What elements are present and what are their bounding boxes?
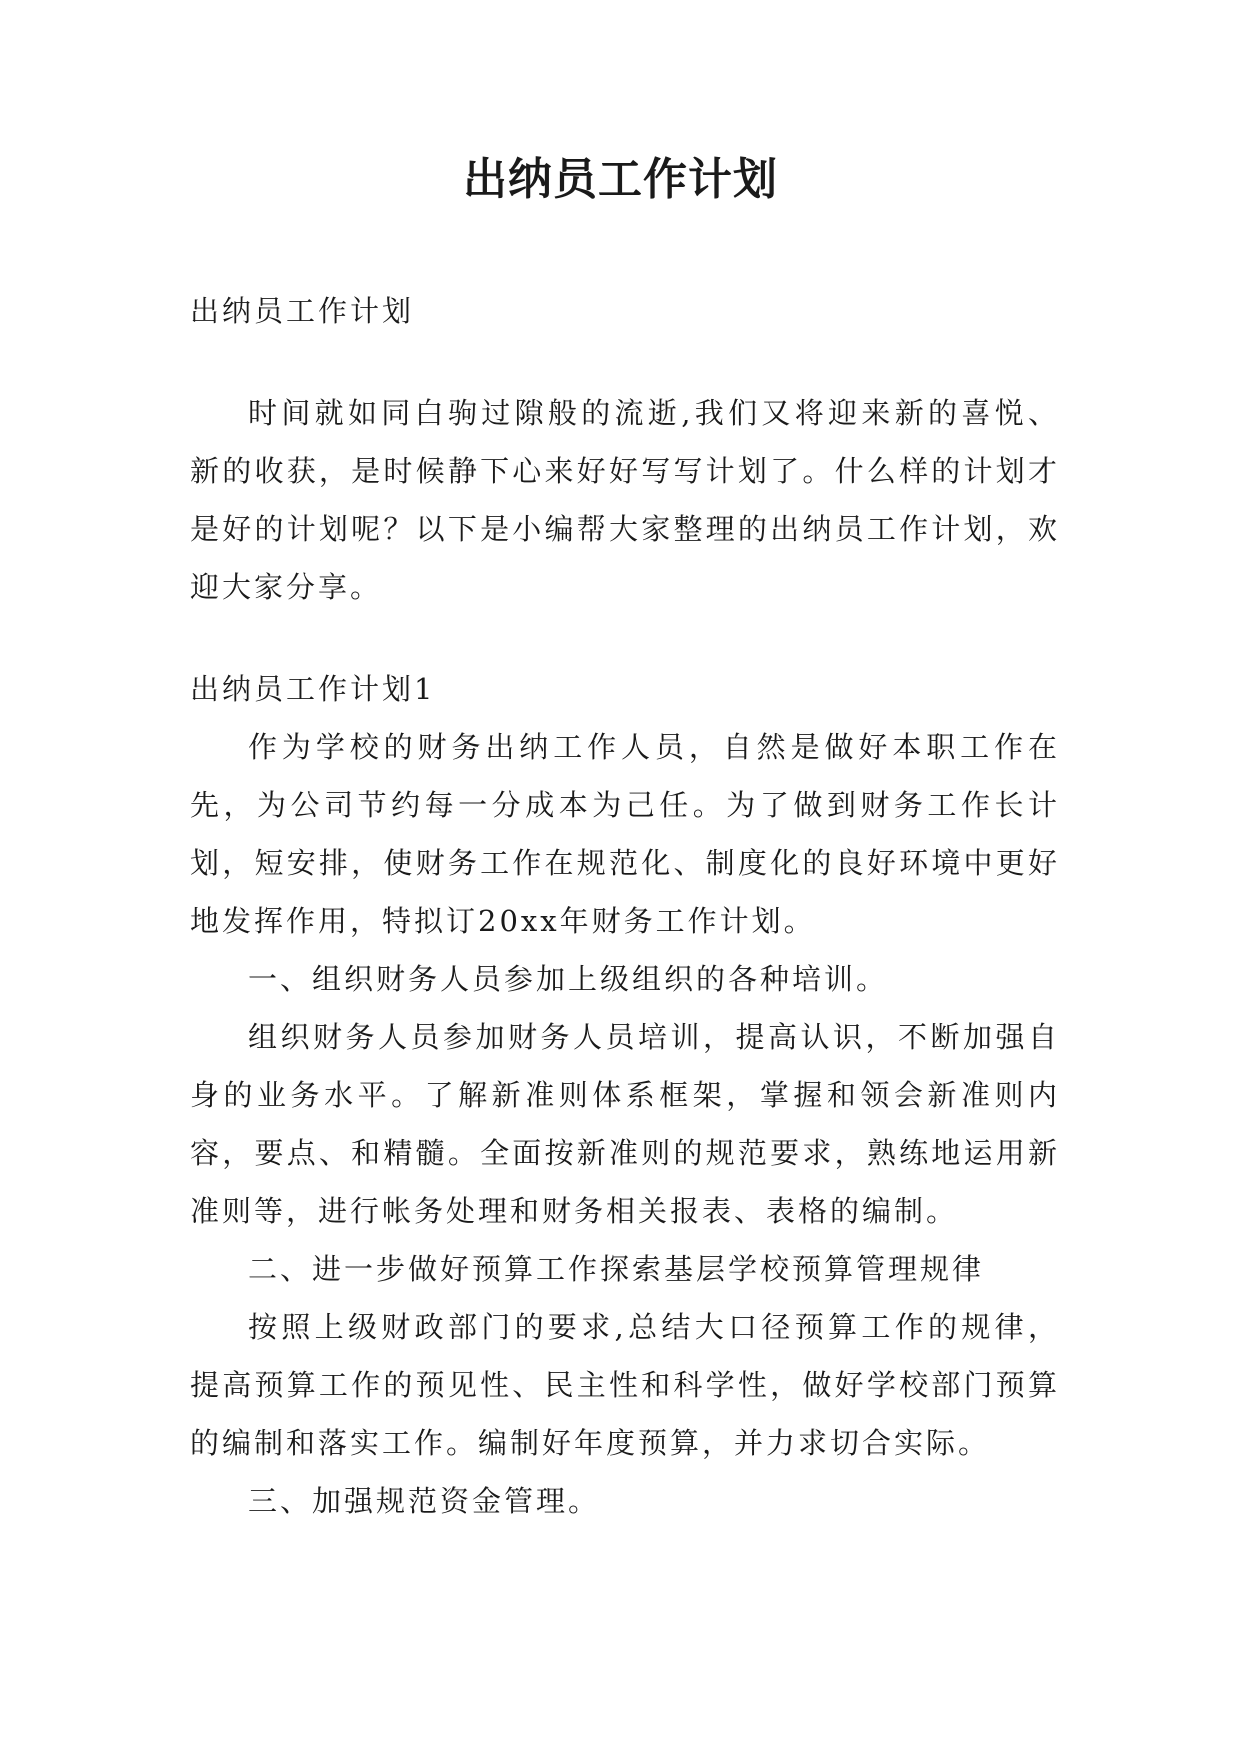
list-heading: 二、进一步做好预算工作探索基层学校预算管理规律 <box>248 1252 985 1286</box>
list-heading: 一、组织财务人员参加上级组织的各种培训。 <box>248 962 889 996</box>
paragraph: 作为学校的财务出纳工作人员，自然是做好本职工作在先，为公司节约每一分成本为己任。为了做到财务工作长计划，短安排，使财务工作在规范化、制度化的良好环境中更好地发挥作用，特拟订20xx年财务工作计划。 <box>190 730 1060 938</box>
intro-paragraph: 时间就如同白驹过隙般的流逝,我们又将迎来新的喜悦、新的收获，是时候静下心来好好写写计划了。什么样的计划才是好的计划呢？以下是小编帮大家整理的出纳员工作计划，欢迎大家分享。 <box>190 396 1060 604</box>
section-heading: 出纳员工作计划1 <box>190 672 436 706</box>
paragraph: 组织财务人员参加财务人员培训，提高认识，不断加强自身的业务水平。了解新准则体系框架，掌握和领会新准则内容，要点、和精髓。全面按新准则的规范要求，熟练地运用新准则等，进行帐务处理和财务相关报表、表格的编制。 <box>190 1020 1060 1228</box>
document-body <box>190 282 1060 1530</box>
paragraph: 按照上级财政部门的要求,总结大口径预算工作的规律，提高预算工作的预见性、民主性和科学性，做好学校部门预算的编制和落实工作。编制好年度预算，并力求切合实际。 <box>190 1310 1060 1460</box>
list-heading: 三、加强规范资金管理。 <box>248 1484 601 1518</box>
document-subtitle: 出纳员工作计划 <box>190 294 415 328</box>
document-title: 出纳员工作计划 <box>463 154 778 205</box>
